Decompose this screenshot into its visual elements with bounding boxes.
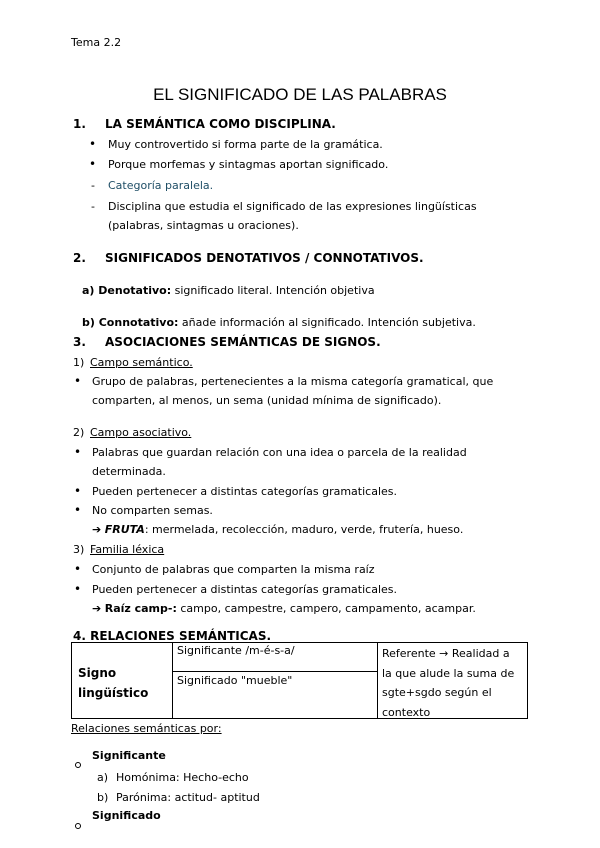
section-2-number: 2.: [73, 251, 86, 265]
list-item-continuation: (palabras, sintagmas u oraciones).: [108, 219, 299, 232]
table-divider: [172, 671, 377, 672]
bullet-icon: •: [74, 484, 82, 498]
signo-line-1: Signo: [78, 666, 117, 680]
signo-line-2: lingüístico: [78, 686, 149, 700]
referente-line-1: Referente → Realidad a: [382, 647, 510, 660]
list-item: Categoría paralela.: [108, 179, 214, 192]
document-title: EL SIGNIFICADO DE LAS PALABRAS: [153, 85, 447, 104]
section-3-number: 3.: [73, 335, 86, 349]
table-divider: [377, 643, 378, 718]
list-item: No comparten semas.: [92, 504, 213, 517]
example-line: [92, 602, 476, 615]
example-line: [92, 523, 463, 536]
page-header-label: Tema 2.2: [71, 36, 122, 49]
dash-icon: -: [91, 179, 95, 192]
bullet-icon: •: [74, 445, 82, 459]
list-item-continuation: determinada.: [92, 465, 166, 478]
dash-icon: -: [91, 200, 95, 213]
subsection-3-number: 3): [73, 543, 85, 556]
relation-item-letter: a): [97, 771, 109, 784]
sign-table: [71, 642, 528, 719]
list-item: Conjunto de palabras que comparten la misma raíz: [92, 563, 375, 576]
bullet-icon: •: [74, 503, 82, 517]
table-cell-significante: Significante /m-é-s-a/: [177, 644, 295, 657]
referente-line-3: sgte+sgdo según el: [382, 686, 492, 699]
section-3-heading: ASOCIACIONES SEMÁNTICAS DE SIGNOS.: [105, 335, 381, 349]
list-item: Pueden pertenecer a distintas categorías gramaticales.: [92, 583, 397, 596]
significante-heading: Significante: [92, 749, 166, 762]
connotativo-definition: [82, 316, 476, 329]
table-divider: [172, 643, 173, 718]
section-1-number: 1.: [73, 117, 86, 131]
subsection-3-title: Familia léxica: [90, 543, 165, 556]
denotativo-definition: [82, 284, 375, 297]
bullet-icon: •: [74, 374, 82, 388]
section-2-heading: SIGNIFICADOS DENOTATIVOS / CONNOTATIVOS.: [105, 251, 424, 265]
bullet-icon: •: [89, 157, 97, 171]
example-label: FRUTA: [104, 523, 145, 536]
subsection-2-title: Campo asociativo.: [90, 426, 192, 439]
list-item: Pueden pertenecer a distintas categorías gramaticales.: [92, 485, 397, 498]
denotativo-label: a) Denotativo:: [82, 284, 172, 297]
list-item: Palabras que guardan relación con una idea o parcela de la realidad: [92, 446, 467, 459]
subsection-2-number: 2): [73, 426, 85, 439]
list-item-continuation: comparten, al menos, un sema (unidad mínima de significado).: [92, 394, 442, 407]
list-item: Disciplina que estudia el significado de las expresiones lingüísticas: [108, 200, 477, 213]
arrow-right-icon: ➔: [92, 602, 102, 615]
bullet-icon: •: [74, 562, 82, 576]
list-item: Porque morfemas y sintagmas aportan significado.: [108, 158, 389, 171]
subsection-1-title: Campo semántico.: [90, 356, 193, 369]
section-1-heading: LA SEMÁNTICA COMO DISCIPLINA.: [105, 117, 336, 131]
referente-line-2: la que alude la suma de: [382, 666, 515, 680]
circle-bullet-icon: [75, 753, 81, 772]
arrow-right-icon: ➔: [92, 523, 102, 536]
relation-item: Homónima: Hecho-echo: [116, 771, 249, 784]
relation-item-letter: b): [97, 791, 109, 804]
list-item: Muy controvertido si forma parte de la gramática.: [108, 138, 383, 151]
table-cell-significado: Significado "mueble": [177, 674, 293, 687]
example-text: : mermelada, recolección, maduro, verde, frutería, hueso.: [144, 523, 464, 536]
list-item: Grupo de palabras, pertenecientes a la misma categoría gramatical, que: [92, 375, 494, 388]
connotativo-text: añade información al significado. Intención subjetiva.: [181, 316, 476, 329]
section-4-heading: 4. RELACIONES SEMÁNTICAS.: [73, 629, 272, 643]
relation-item: Parónima: actitud- aptitud: [116, 791, 260, 804]
subsection-1-number: 1): [73, 356, 85, 369]
example-text: campo, campestre, campero, campamento, acampar.: [180, 602, 476, 615]
table-cell-signo: [78, 663, 148, 703]
bullet-icon: •: [89, 137, 97, 151]
circle-bullet-icon: [75, 814, 81, 833]
example-label: Raíz camp-:: [104, 602, 177, 615]
denotativo-text: significado literal. Intención objetiva: [174, 284, 375, 297]
table-cell-referente: [382, 644, 514, 722]
significado-heading: Significado: [92, 809, 161, 822]
connotativo-label: b) Connotativo:: [82, 316, 179, 329]
relaciones-por-label: Relaciones semánticas por:: [71, 722, 222, 735]
bullet-icon: •: [74, 582, 82, 596]
referente-line-4: contexto: [382, 705, 431, 719]
